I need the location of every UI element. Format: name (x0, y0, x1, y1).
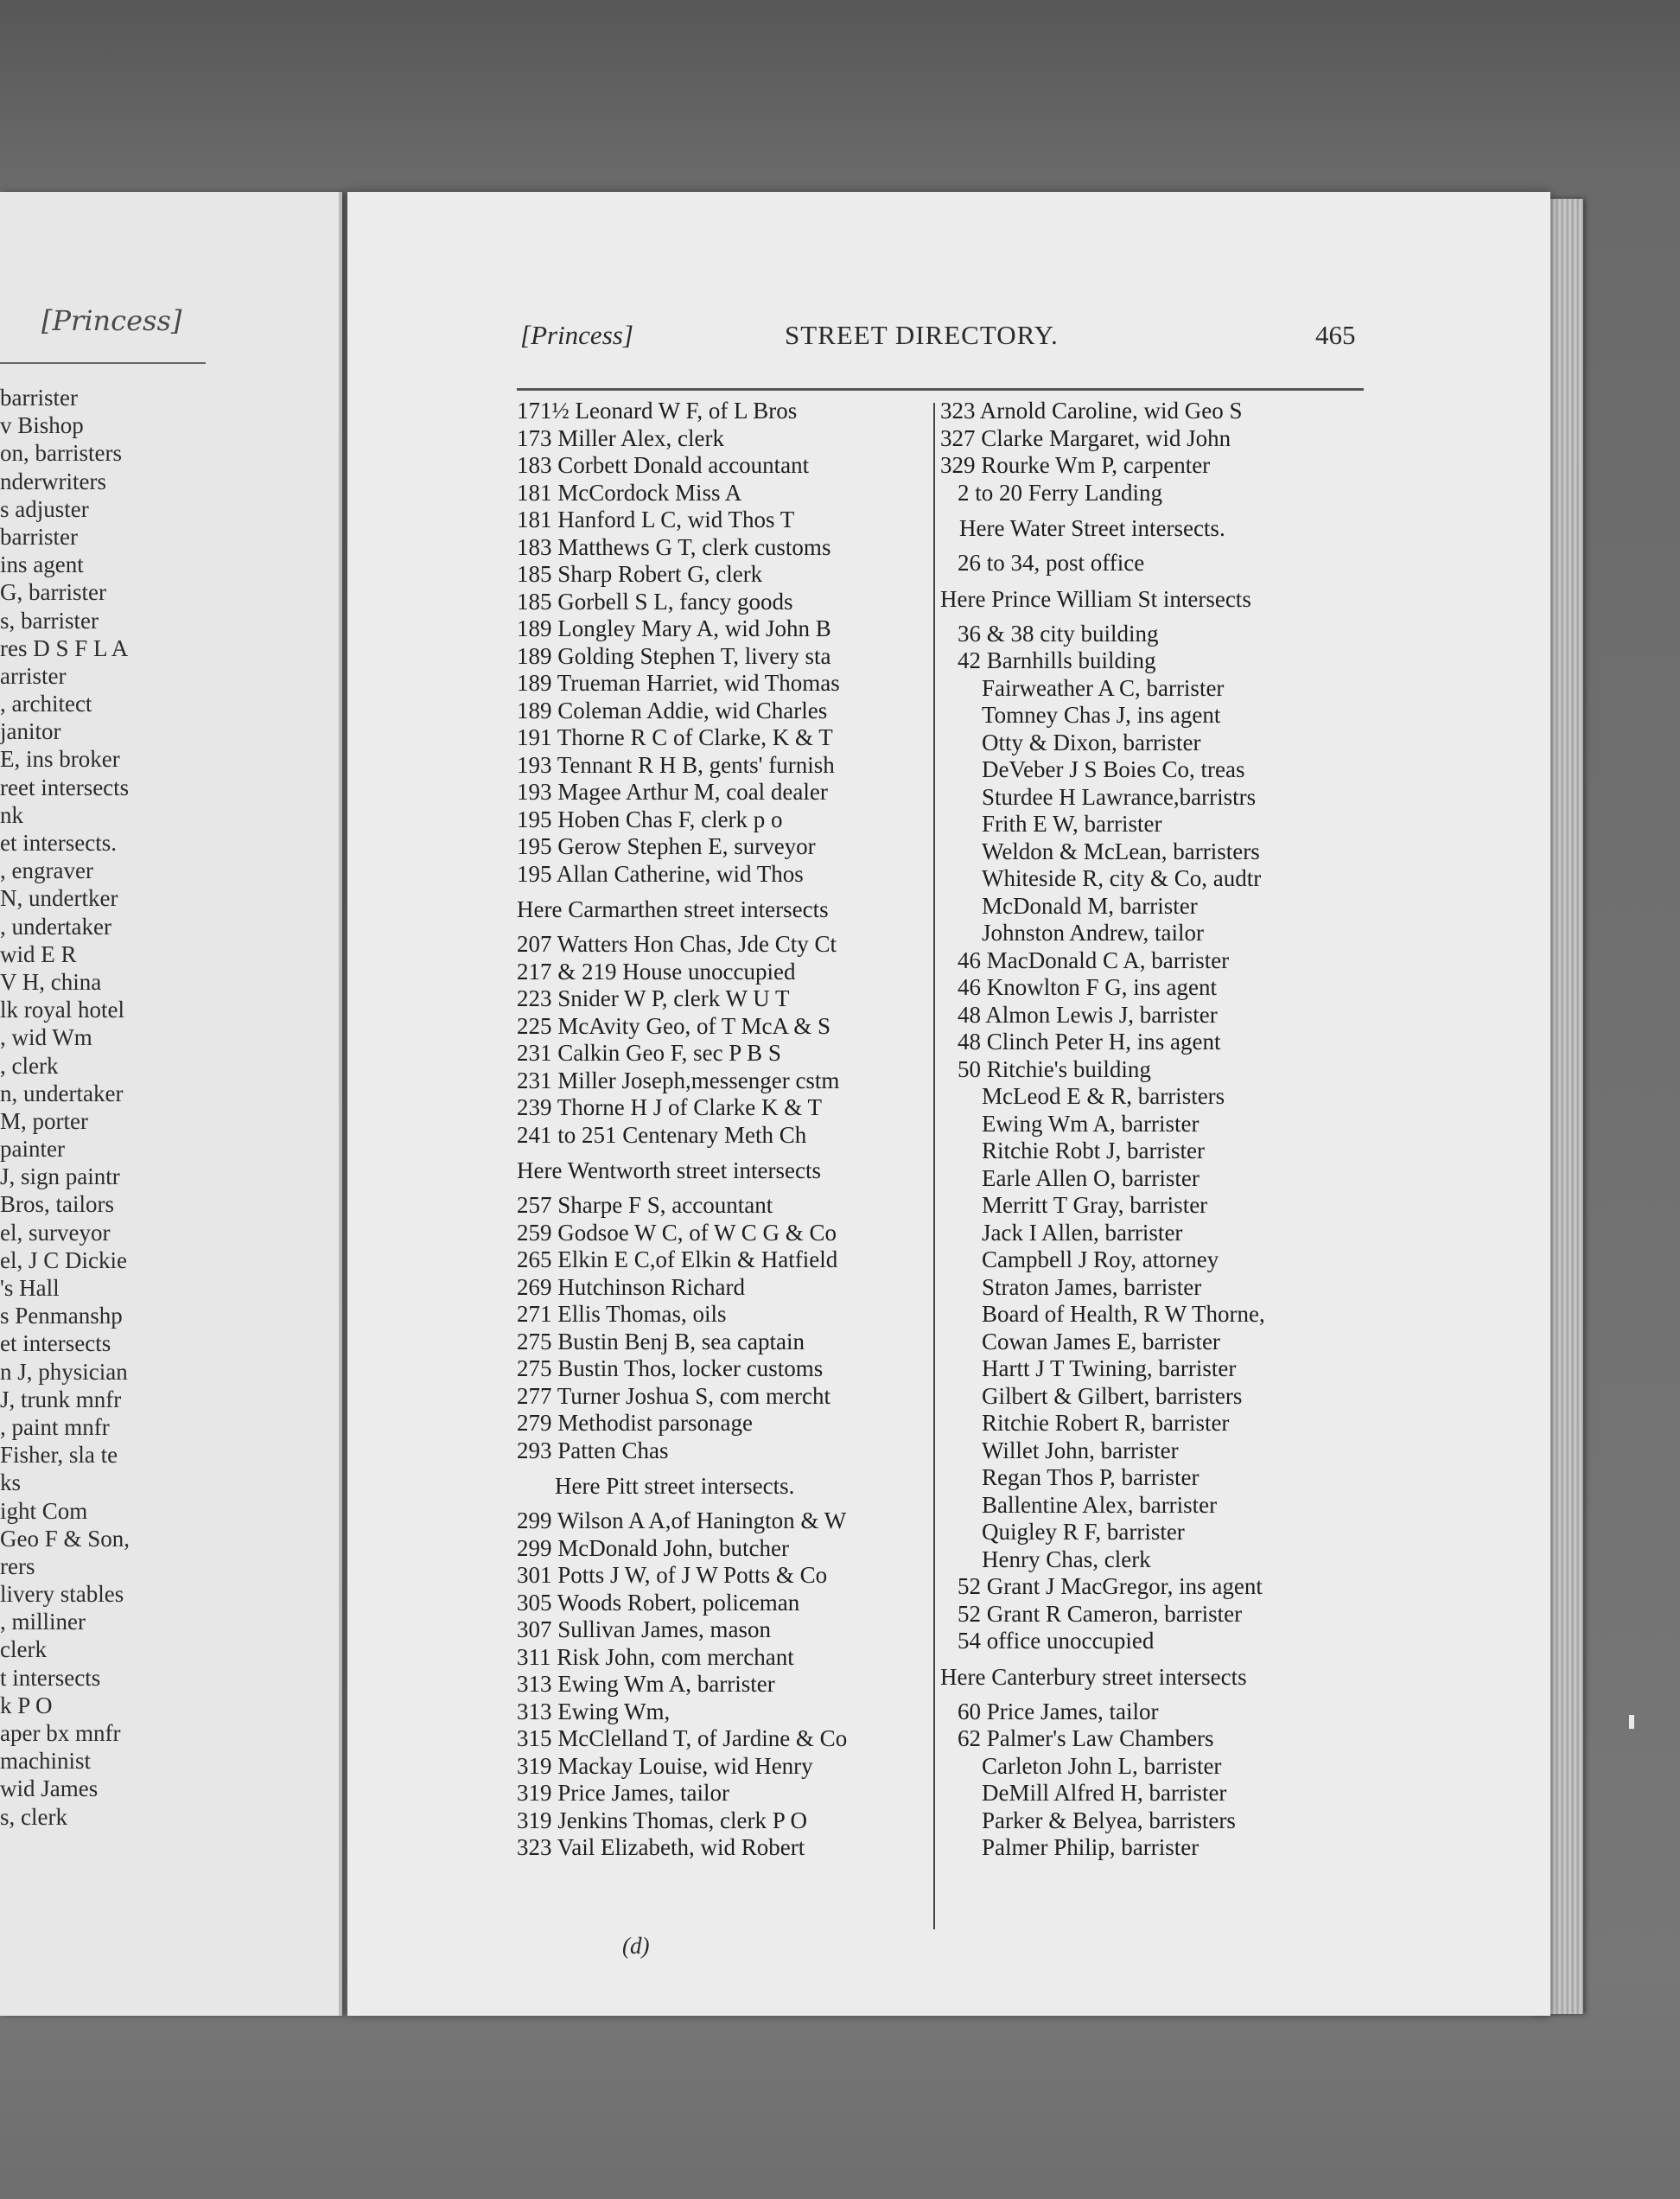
facing-page-line: barrister (0, 385, 78, 411)
directory-entry: 171½ Leonard W F, of L Bros (517, 398, 798, 424)
tenant-entry: Sturdee H Lawrance,barristrs (982, 783, 1257, 810)
directory-entry: 323 Vail Elizabeth, wid Robert (517, 1834, 805, 1860)
directory-entry: 329 Rourke Wm P, carpenter (940, 452, 1211, 478)
facing-page-line: nderwriters (0, 468, 106, 494)
directory-entry: 193 Tennant R H B, gents' furnish (517, 751, 835, 778)
intersection-note: Here Pitt street intersects. (555, 1473, 795, 1499)
tenant-entry: DeMill Alfred H, barrister (982, 1780, 1227, 1806)
facing-page-line: et intersects. (0, 830, 117, 856)
header-rule (517, 388, 1364, 391)
tenant-entry: Henry Chas, clerk (982, 1546, 1151, 1572)
facing-page-line: et intersects (0, 1330, 111, 1357)
directory-column-right (940, 398, 1355, 1862)
tenant-entry: Weldon & McLean, barristers (982, 838, 1260, 864)
directory-entry: 319 Price James, tailor (517, 1780, 729, 1806)
facing-page-line: painter (0, 1136, 65, 1163)
facing-page-line: arrister (0, 662, 67, 689)
directory-entry: 315 McClelland T, of Jardine & Co (517, 1725, 848, 1751)
tenant-entry: Ballentine Alex, barrister (982, 1491, 1218, 1518)
directory-entry: 189 Trueman Harriet, wid Thomas (517, 670, 840, 696)
facing-page-line: res D S F L A (0, 634, 129, 661)
directory-entry: 299 Wilson A A,of Hanington & W (517, 1507, 847, 1533)
directory-entry: 189 Longley Mary A, wid John B (517, 615, 831, 641)
tenant-entry: McDonald M, barrister (982, 892, 1198, 919)
directory-entry: 50 Ritchie's building (958, 1055, 1151, 1082)
facing-page-line: , milliner (0, 1609, 86, 1635)
facing-page-line: N, undertker (0, 885, 118, 912)
facing-page-line: M, porter (0, 1107, 88, 1134)
signature-mark: (d) (622, 1933, 650, 1959)
directory-entry: 183 Matthews G T, clerk customs (517, 533, 831, 560)
directory-entry: 275 Bustin Thos, locker customs (517, 1355, 824, 1381)
directory-entry: 279 Methodist parsonage (517, 1410, 753, 1436)
directory-entry: 223 Snider W P, clerk W U T (517, 985, 790, 1011)
tenant-entry: Ewing Wm A, barrister (982, 1110, 1200, 1137)
facing-page-line: t intersects (0, 1664, 101, 1691)
facing-page-line: livery stables (0, 1581, 124, 1608)
facing-page-line: ks (0, 1469, 22, 1496)
directory-entry: 48 Almon Lewis J, barrister (958, 1001, 1218, 1028)
intersection-note: Here Water Street intersects. (959, 515, 1225, 541)
directory-entry: 217 & 219 House unoccupied (517, 958, 796, 985)
directory-entry: 189 Coleman Addie, wid Charles (517, 697, 828, 723)
facing-page-line: ight Com (0, 1497, 88, 1524)
tenant-entry: Earle Allen O, barrister (982, 1164, 1200, 1191)
tenant-entry: Quigley R F, barrister (982, 1519, 1185, 1545)
directory-entry: 269 Hutchinson Richard (517, 1273, 745, 1300)
directory-entry: 191 Thorne R C of Clarke, K & T (517, 724, 833, 750)
facing-page-line: , paint mnfr (0, 1413, 110, 1440)
column-divider (933, 403, 935, 1929)
tenant-entry: Tomney Chas J, ins agent (982, 702, 1221, 728)
intersection-note: Here Carmarthen street intersects (517, 896, 829, 922)
facing-page-line: janitor (0, 718, 61, 745)
intersection-note: Here Wentworth street intersects (517, 1157, 821, 1183)
directory-entry: 207 Watters Hon Chas, Jde Cty Ct (517, 931, 837, 957)
directory-entry: 313 Ewing Wm, (517, 1698, 671, 1724)
directory-entry: 319 Jenkins Thomas, clerk P O (517, 1807, 807, 1833)
facing-page-header: [Princess] (41, 304, 182, 337)
directory-entry: 301 Potts J W, of J W Potts & Co (517, 1562, 828, 1588)
facing-page-line: Geo F & Son, (0, 1525, 130, 1552)
directory-entry: 299 McDonald John, butcher (517, 1534, 789, 1561)
facing-page-line: aper bx mnfr (0, 1720, 121, 1746)
directory-page (347, 192, 1550, 2016)
directory-entry: 305 Woods Robert, policeman (517, 1589, 800, 1616)
directory-entry: 257 Sharpe F S, accountant (517, 1192, 773, 1218)
directory-entry: 36 & 38 city building (958, 620, 1159, 647)
directory-column-left (517, 398, 930, 1862)
tenant-entry: Merritt T Gray, barrister (982, 1192, 1208, 1218)
facing-page-line: k P O (0, 1692, 53, 1718)
directory-entry: 277 Turner Joshua S, com mercht (517, 1382, 830, 1409)
tenant-entry: Straton James, barrister (982, 1273, 1202, 1300)
facing-page-line: Bros, tailors (0, 1191, 114, 1218)
tenant-entry: Cowan James E, barrister (982, 1328, 1220, 1354)
directory-entry: 193 Magee Arthur M, coal dealer (517, 779, 828, 805)
facing-page-line: on, barristers (0, 440, 122, 467)
directory-entry: 46 Knowlton F G, ins agent (958, 974, 1217, 1000)
facing-page-line: nk (0, 801, 23, 828)
facing-page-line: machinist (0, 1748, 91, 1775)
facing-page-line: Fisher, sla te (0, 1442, 118, 1469)
directory-entry: 52 Grant J MacGregor, ins agent (958, 1573, 1263, 1599)
facing-page-line: s, barrister (0, 607, 99, 634)
facing-page-line: , architect (0, 691, 92, 717)
facing-page-line: v Bishop (0, 412, 84, 439)
intersection-note: Here Canterbury street intersects (940, 1663, 1247, 1690)
directory-entry: 52 Grant R Cameron, barrister (958, 1600, 1243, 1627)
scan-speck (1629, 1715, 1634, 1729)
page-header-title: STREET DIRECTORY. (785, 320, 1059, 350)
directory-entry: 183 Corbett Donald accountant (517, 452, 810, 478)
directory-entry: 54 office unoccupied (958, 1628, 1155, 1654)
facing-page-line: el, surveyor (0, 1219, 111, 1246)
facing-page-line: n J, physician (0, 1358, 128, 1385)
tenant-entry: Campbell J Roy, attorney (982, 1246, 1219, 1272)
tenant-entry: Otty & Dixon, barrister (982, 729, 1201, 755)
facing-page-line: barrister (0, 523, 78, 550)
facing-page-line: s, clerk (0, 1803, 67, 1830)
facing-page-line: V H, china (0, 968, 102, 995)
directory-entry: 46 MacDonald C A, barrister (958, 947, 1230, 973)
page-number: 465 (1315, 320, 1356, 350)
tenant-entry: Hartt J T Twining, barrister (982, 1355, 1237, 1381)
tenant-entry: Gilbert & Gilbert, barristers (982, 1382, 1243, 1409)
facing-page-line: s adjuster (0, 495, 89, 522)
tenant-entry: Board of Health, R W Thorne, (982, 1301, 1265, 1327)
facing-page-line: J, sign paintr (0, 1163, 120, 1190)
directory-entry: 181 McCordock Miss A (517, 479, 742, 506)
facing-page-line: , undertaker (0, 913, 111, 940)
directory-entry: 48 Clinch Peter H, ins agent (958, 1029, 1221, 1055)
intersection-note: Here Prince William St intersects (940, 585, 1251, 612)
directory-entry: 259 Godsoe W C, of W C G & Co (517, 1219, 837, 1246)
tenant-entry: Parker & Belyea, barristers (982, 1807, 1236, 1833)
directory-entry: 311 Risk John, com merchant (517, 1643, 794, 1670)
facing-page-line: lk royal hotel (0, 997, 124, 1023)
facing-page-line: G, barrister (0, 579, 106, 606)
facing-page-line: E, ins broker (0, 746, 120, 773)
facing-page-line: el, J C Dickie (0, 1246, 127, 1273)
facing-page (0, 192, 342, 2016)
directory-entry: 185 Gorbell S L, fancy goods (517, 588, 793, 615)
directory-entry: 271 Ellis Thomas, oils (517, 1301, 727, 1327)
directory-entry: 195 Hoben Chas F, clerk p o (517, 806, 783, 832)
facing-page-line: wid E R (0, 940, 77, 967)
directory-entry: 2 to 20 Ferry Landing (958, 479, 1162, 506)
page-header-street: [Princess] (520, 320, 633, 350)
directory-entry: 319 Mackay Louise, wid Henry (517, 1752, 813, 1779)
directory-entry: 323 Arnold Caroline, wid Geo S (940, 398, 1243, 424)
tenant-entry: Palmer Philip, barrister (982, 1834, 1200, 1860)
facing-page-line: , engraver (0, 857, 93, 884)
tenant-entry: Carleton John L, barrister (982, 1752, 1222, 1779)
facing-page-line: n, undertaker (0, 1080, 124, 1106)
directory-entry: 189 Golding Stephen T, livery sta (517, 642, 831, 669)
directory-entry: 225 McAvity Geo, of T McA & S (517, 1012, 830, 1039)
facing-page-line: J, trunk mnfr (0, 1386, 122, 1412)
directory-entry: 313 Ewing Wm A, barrister (517, 1671, 775, 1697)
tenant-entry: Whiteside R, city & Co, audtr (982, 865, 1262, 891)
facing-page-line: clerk (0, 1636, 47, 1663)
tenant-entry: Willet John, barrister (982, 1437, 1179, 1463)
directory-entry: 231 Calkin Geo F, sec P B S (517, 1040, 781, 1066)
facing-page-line: rers (0, 1552, 35, 1579)
facing-page-line: , clerk (0, 1052, 59, 1079)
directory-entry: 62 Palmer's Law Chambers (958, 1725, 1214, 1751)
tenant-entry: Jack I Allen, barrister (982, 1219, 1183, 1246)
tenant-entry: McLeod E & R, barristers (982, 1083, 1225, 1109)
directory-entry: 275 Bustin Benj B, sea captain (517, 1328, 805, 1354)
directory-entry: 185 Sharp Robert G, clerk (517, 561, 763, 587)
facing-page-line: ins agent (0, 551, 84, 578)
directory-entry: 195 Allan Catherine, wid Thos (517, 860, 804, 887)
facing-page-line: reet intersects (0, 774, 130, 800)
directory-entry: 181 Hanford L C, wid Thos T (517, 507, 795, 532)
directory-entry: 265 Elkin E C,of Elkin & Hatfield (517, 1246, 838, 1272)
facing-page-line: s Penmanshp (0, 1303, 123, 1329)
directory-entry: 307 Sullivan James, mason (517, 1616, 771, 1642)
tenant-entry: Frith E W, barrister (982, 811, 1162, 837)
directory-entry: 195 Gerow Stephen E, surveyor (517, 833, 816, 859)
directory-entry: 60 Price James, tailor (958, 1698, 1159, 1724)
directory-entry: 239 Thorne H J of Clarke K & T (517, 1094, 822, 1120)
directory-entry: 42 Barnhills building (958, 647, 1156, 673)
facing-page-rule (0, 362, 206, 364)
tenant-entry: Johnston Andrew, tailor (982, 920, 1204, 946)
facing-page-entries (0, 384, 339, 1831)
facing-page-line: , wid Wm (0, 1024, 92, 1051)
facing-page-line: wid James (0, 1775, 99, 1802)
directory-entry: 26 to 34, post office (958, 550, 1145, 576)
directory-entry: 173 Miller Alex, clerk (517, 424, 724, 451)
tenant-entry: Ritchie Robert R, barrister (982, 1410, 1230, 1436)
tenant-entry: Regan Thos P, barrister (982, 1464, 1200, 1490)
directory-entry: 327 Clarke Margaret, wid John (940, 424, 1231, 451)
directory-entry: 231 Miller Joseph,messenger cstm (517, 1067, 840, 1093)
tenant-entry: Ritchie Robt J, barrister (982, 1138, 1205, 1163)
facing-page-line: 's Hall (0, 1275, 60, 1301)
tenant-entry: Fairweather A C, barrister (982, 674, 1225, 701)
tenant-entry: DeVeber J S Boies Co, treas (982, 756, 1245, 782)
directory-entry: 293 Patten Chas (517, 1437, 669, 1463)
directory-entry: 241 to 251 Centenary Meth Ch (517, 1121, 807, 1148)
